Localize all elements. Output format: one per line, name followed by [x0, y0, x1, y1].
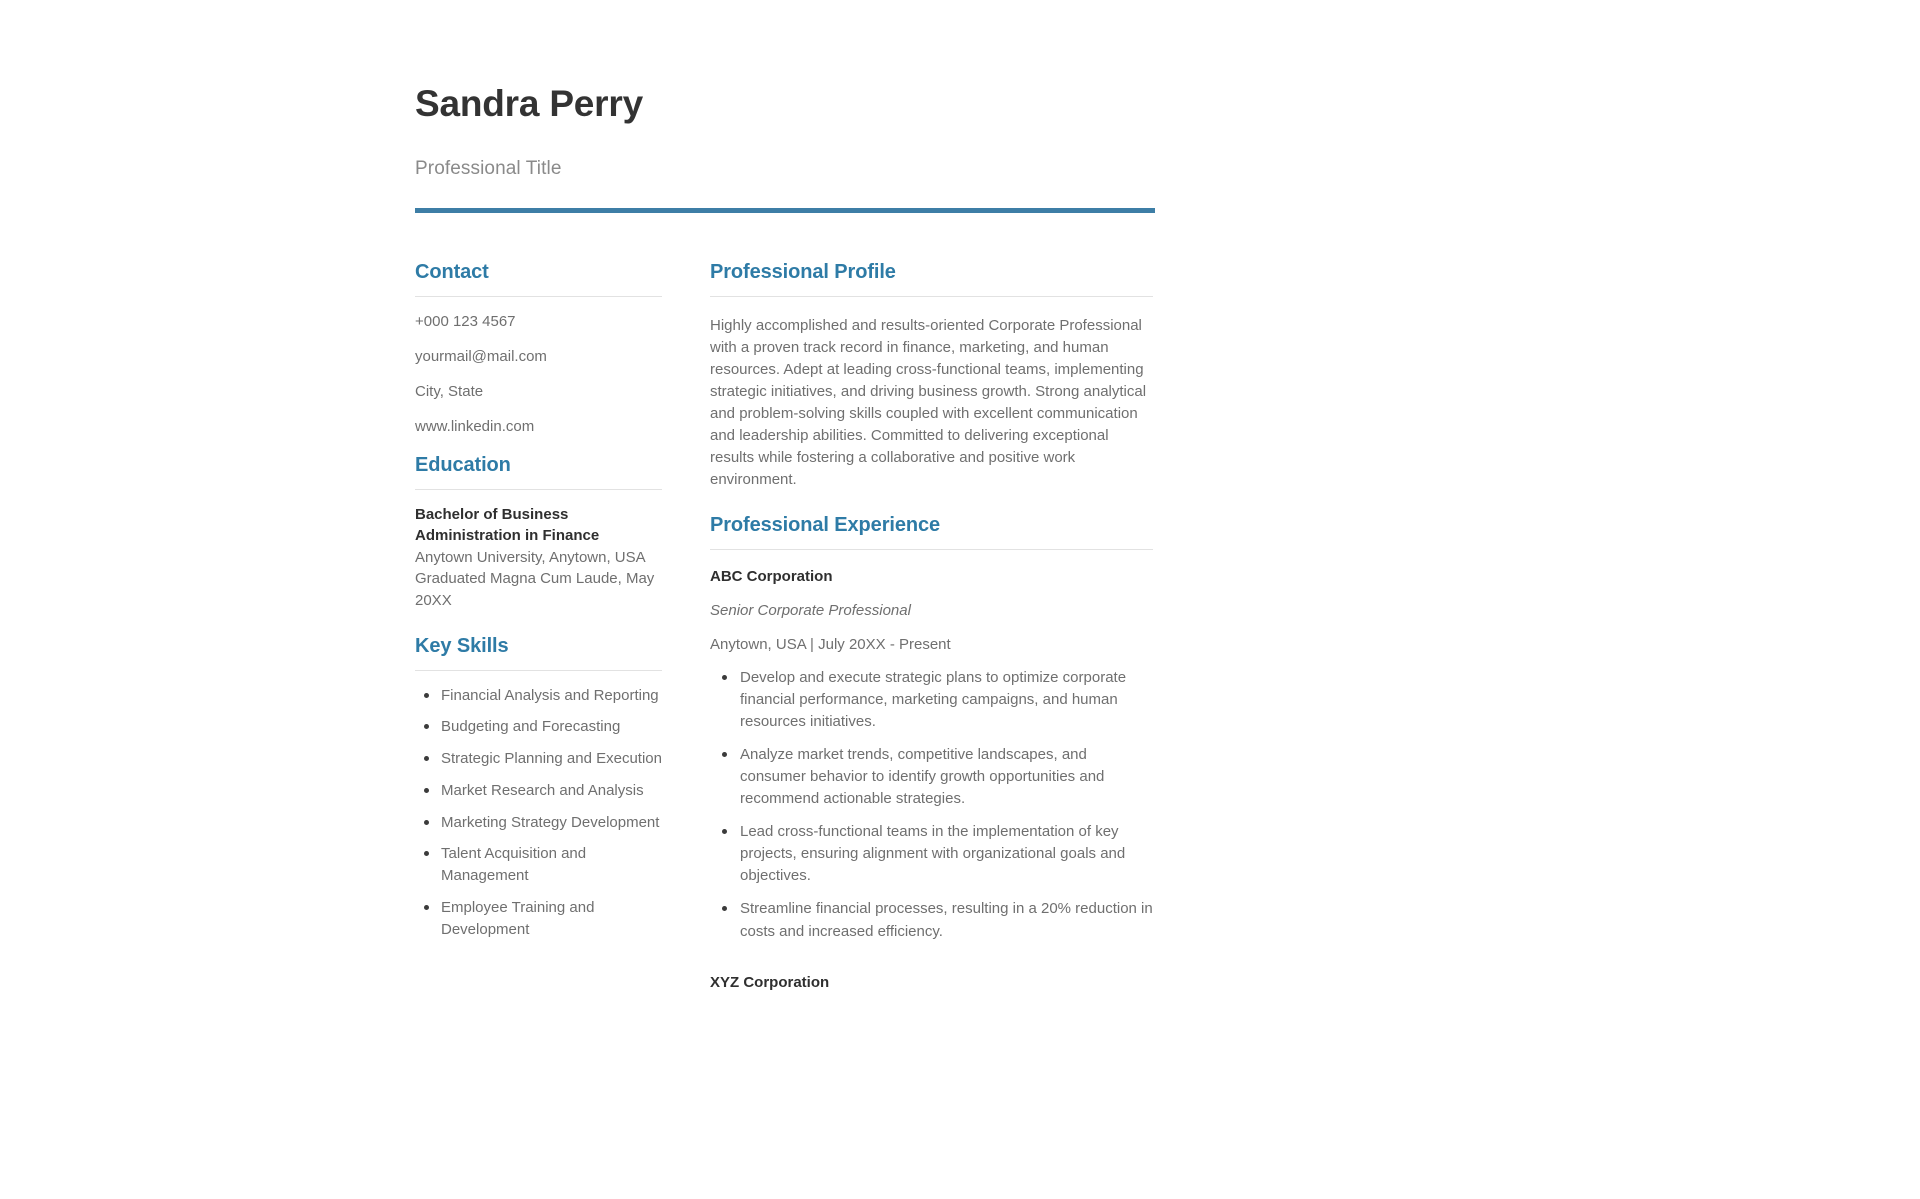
education-school: Anytown University, Anytown, USA	[415, 548, 646, 566]
right-column	[710, 260, 1153, 993]
education-degree: Bachelor of Business Administration in Finance	[415, 505, 600, 545]
experience-role: Senior Corporate Professional	[710, 602, 911, 620]
experience-spacer	[710, 954, 1153, 972]
resume-body	[415, 213, 1155, 993]
skill-item: Marketing Strategy Development	[441, 812, 662, 844]
contact-location: City, State	[415, 383, 484, 401]
experience-bullet: Streamline financial processes, resulting in a 20% reduction in costs and increased efficiency.	[740, 898, 1153, 953]
experience-company: ABC Corporation	[710, 568, 833, 586]
candidate-job-title: Professional Title	[415, 157, 562, 179]
key-skills-heading: Key Skills	[415, 634, 509, 657]
resume-header	[415, 0, 1155, 213]
contact-email[interactable]: yourmail@mail.com	[415, 347, 547, 365]
contact-heading: Contact	[415, 260, 489, 283]
education-heading: Education	[415, 453, 511, 476]
professional-experience-heading: Professional Experience	[710, 514, 941, 537]
experience-bullet: Lead cross-functional teams in the implementation of key projects, ensuring alignment with organizational goals and objectives.	[740, 821, 1153, 898]
candidate-name: Sandra Perry	[415, 83, 643, 124]
skill-item: Budgeting and Forecasting	[441, 716, 662, 748]
professional-profile-heading: Professional Profile	[710, 260, 896, 283]
key-skills-section	[415, 612, 662, 951]
experience-bullet: Analyze market trends, competitive landscapes, and consumer behavior to identify growth opportunities and recommend actionable strategies.	[740, 744, 1153, 821]
experience-entry	[710, 972, 1153, 993]
contact-linkedin[interactable]: www.linkedin.com	[415, 418, 535, 436]
skill-item: Employee Training and Development	[441, 897, 662, 951]
education-honors: Graduated Magna Cum Laude, May 20XX	[415, 570, 655, 610]
education-entry	[415, 490, 662, 612]
skill-item: Financial Analysis and Reporting	[441, 685, 662, 717]
contact-list	[415, 297, 662, 453]
experience-bullets	[710, 655, 1153, 954]
left-column	[415, 260, 662, 951]
skill-item: Market Research and Analysis	[441, 780, 662, 812]
contact-section	[415, 260, 662, 453]
professional-profile-text: Highly accomplished and results-oriented Corporate Professional with a proven track record in finance, marketing, and human resources. Adept at leading cross-functional teams, implementing strategic initiatives, and driving business growth. Strong analytical and problem-solving skills coupled with excellent communication and leadership abilities. Committed to delivering exceptional results while fostering a collaborative and positive work environment.	[710, 316, 1147, 489]
experience-entry	[710, 550, 1153, 954]
education-section	[415, 453, 662, 612]
contact-phone[interactable]: +000 123 4567	[415, 312, 516, 330]
experience-location-dates: Anytown, USA | July 20XX - Present	[710, 636, 951, 654]
experience-bullet: Develop and execute strategic plans to optimize corporate financial performance, marketing campaigns, and human resources initiatives.	[740, 667, 1153, 744]
resume-document	[415, 0, 1155, 993]
professional-experience-section	[710, 491, 1153, 993]
skill-item: Strategic Planning and Execution	[441, 748, 662, 780]
key-skills-list	[415, 671, 662, 951]
skill-item: Talent Acquisition and Management	[441, 843, 662, 897]
experience-company: XYZ Corporation	[710, 973, 830, 991]
professional-profile-section	[710, 260, 1153, 491]
